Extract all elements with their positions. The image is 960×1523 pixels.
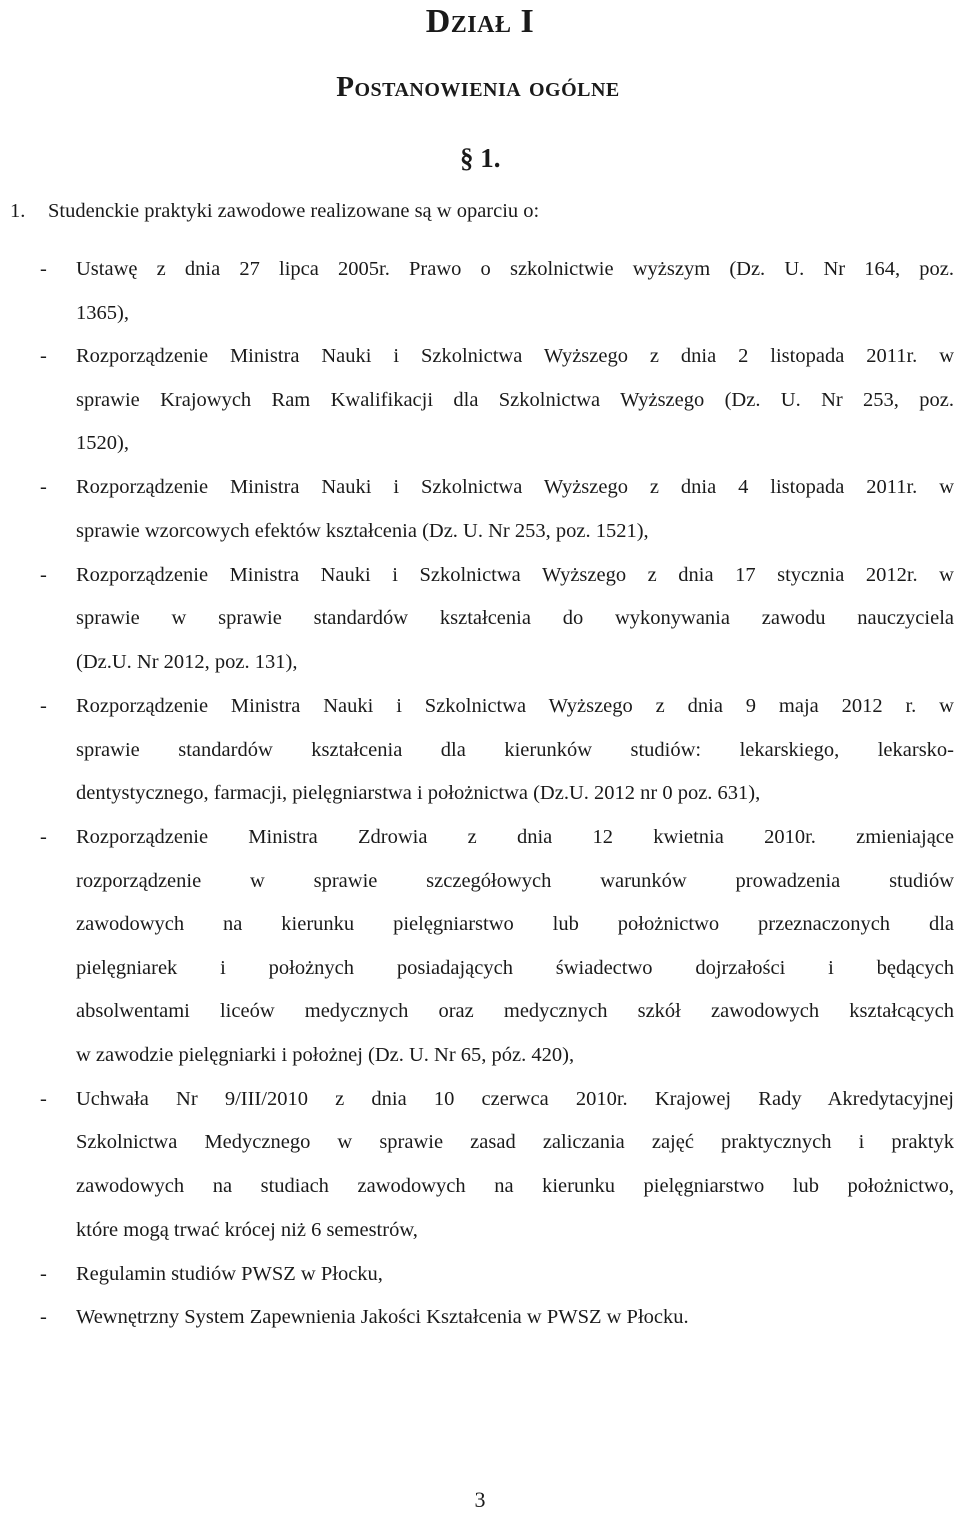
list-item-line: dentystycznego, farmacji, pielęgniarstwa i położnictwa (Dz.U. 2012 nr 0 poz. 631), <box>76 782 761 804</box>
list-item-line: Regulamin studiów PWSZ w Płocku, <box>76 1263 383 1285</box>
list-item-continuation <box>0 647 960 677</box>
list-item-line: rozporządzenie w sprawie szczegółowych warunków prowadzenia studiów <box>76 870 954 892</box>
list-item-line: sprawie standardów kształcenia dla kierunków studiów: lekarskiego, lekarsko- <box>76 739 954 761</box>
list-item-line: sprawie Krajowych Ram Kwalifikacji dla Szkolnictwa Wyższego (Dz. U. Nr 253, poz. <box>76 389 954 411</box>
list-item-continuation <box>0 866 960 896</box>
list-item-continuation <box>0 516 960 546</box>
chapter-title: Dział I <box>425 3 535 40</box>
list-bullet: - <box>40 476 47 498</box>
point-number: 1. <box>10 200 26 222</box>
list-item-line: Wewnętrzny System Zapewnienia Jakości Kształcenia w PWSZ w Płocku. <box>76 1306 689 1328</box>
list-item <box>0 691 960 721</box>
chapter-subtitle: Postanowienia ogólne <box>336 71 620 103</box>
list-item-continuation <box>0 1215 960 1245</box>
section-marker: § 1. <box>460 143 501 173</box>
list-item-line: które mogą trwać krócej niż 6 semestrów, <box>76 1219 418 1241</box>
list-bullet: - <box>40 826 47 848</box>
list-item-continuation <box>0 909 960 939</box>
list-item-line: Szkolnictwa Medycznego w sprawie zasad zaliczania zajęć praktycznych i praktyk <box>76 1131 954 1153</box>
list-item-continuation <box>0 1127 960 1157</box>
list-item-line: zawodowych na kierunku pielęgniarstwo lub położnictwo przeznaczonych dla <box>76 913 954 935</box>
list-item-line: Rozporządzenie Ministra Nauki i Szkolnictwa Wyższego z dnia 4 listopada 2011r. w <box>76 476 954 498</box>
point-text: Studenckie praktyki zawodowe realizowane są w oparciu o: <box>48 200 540 222</box>
list-bullet: - <box>40 1263 47 1285</box>
list-item-continuation <box>0 735 960 765</box>
list-item-line: sprawie w sprawie standardów kształcenia do wykonywania zawodu nauczyciela <box>76 607 954 629</box>
list-item-line: 1520), <box>76 432 129 454</box>
list-bullet: - <box>40 345 47 367</box>
list-item <box>0 560 960 590</box>
list-bullet: - <box>40 1088 47 1110</box>
list-item-continuation <box>0 953 960 983</box>
list-item-line: w zawodzie pielęgniarki i położnej (Dz. U. Nr 65, póz. 420), <box>76 1044 575 1066</box>
list-item-continuation <box>0 385 960 415</box>
list-item <box>0 1302 960 1332</box>
list-item <box>0 1259 960 1289</box>
list-item-line: Rozporządzenie Ministra Nauki i Szkolnictwa Wyższego z dnia 17 stycznia 2012r. w <box>76 564 954 586</box>
list-item-continuation <box>0 996 960 1026</box>
list-item-line: Rozporządzenie Ministra Zdrowia z dnia 12 kwietnia 2010r. zmieniające <box>76 826 954 848</box>
list-item-continuation <box>0 778 960 808</box>
list-item-line: (Dz.U. Nr 2012, poz. 131), <box>76 651 298 673</box>
point-1 <box>0 196 960 226</box>
list-bullet: - <box>40 564 47 586</box>
page-number: 3 <box>474 1487 486 1512</box>
list-item-line: Uchwała Nr 9/III/2010 z dnia 10 czerwca 2010r. Krajowej Rady Akredytacyjnej <box>76 1088 954 1110</box>
list-item <box>0 254 960 284</box>
list-item-line: 1365), <box>76 302 129 324</box>
list-item <box>0 341 960 371</box>
list-item-line: sprawie wzorcowych efektów kształcenia (Dz. U. Nr 253, poz. 1521), <box>76 520 649 542</box>
list-item <box>0 1084 960 1114</box>
list-item-line: Rozporządzenie Ministra Nauki i Szkolnictwa Wyższego z dnia 2 listopada 2011r. w <box>76 345 954 367</box>
list-bullet: - <box>40 695 47 717</box>
list-bullet: - <box>40 1306 47 1328</box>
list-item <box>0 822 960 852</box>
list-item-continuation <box>0 603 960 633</box>
list-item-continuation <box>0 298 960 328</box>
list-item-continuation <box>0 1171 960 1201</box>
list-item-continuation <box>0 428 960 458</box>
list-item-line: zawodowych na studiach zawodowych na kierunku pielęgniarstwo lub położnictwo, <box>76 1175 954 1197</box>
list-item-line: pielęgniarek i położnych posiadających świadectwo dojrzałości i będących <box>76 957 954 979</box>
list-item-line: absolwentami liceów medycznych oraz medycznych szkół zawodowych kształcących <box>76 1000 954 1022</box>
list-item-line: Rozporządzenie Ministra Nauki i Szkolnictwa Wyższego z dnia 9 maja 2012 r. w <box>76 695 954 717</box>
list-bullet: - <box>40 258 47 280</box>
list-item-line: Ustawę z dnia 27 lipca 2005r. Prawo o szkolnictwie wyższym (Dz. U. Nr 164, poz. <box>76 258 954 280</box>
list-item <box>0 472 960 502</box>
list-item-continuation <box>0 1040 960 1070</box>
